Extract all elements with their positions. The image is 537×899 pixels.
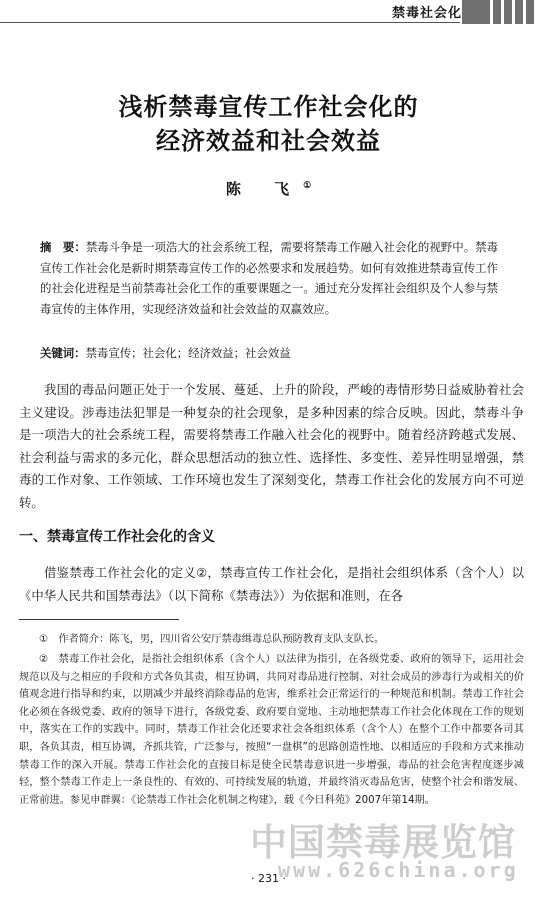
footnote-1: ① 作者简介：陈飞，男，四川省公安厅禁毒缉毒总队预防教育支队支队长。 (39, 634, 385, 645)
header-rule (0, 22, 460, 23)
section-heading: 一、禁毒宣传工作社会化的含义 (19, 529, 215, 545)
keywords-label: 关键词： (40, 346, 86, 360)
watermark-url: www.626china.org (278, 858, 519, 882)
article-author (0, 178, 537, 199)
footnote-rule (19, 619, 179, 620)
header-block (462, 0, 490, 24)
abstract (40, 237, 498, 319)
keywords (40, 345, 498, 361)
abstract-text: 禁毒斗争是一项浩大的社会系统工程，需要将禁毒工作融入社会化的视野中。禁毒宣传工作社会化是新时期禁毒宣传工作的必然要求和发展趋势。如何有效推进禁毒宣传工作的社会化进程是当前禁毒社会化工作的重要课题之一。通过充分发挥社会组织及个人参与禁毒宣传的主体作用，实现经济效益和社会效益的双赢效应。 (40, 240, 498, 316)
author-footnote-mark: ① (303, 181, 312, 191)
header-block (493, 0, 501, 24)
abstract-label: 摘 要： (40, 240, 86, 254)
page-number: · 231 · (251, 872, 286, 885)
author-name: 陈 飞 (225, 180, 304, 198)
header-block (504, 0, 512, 24)
keywords-text: 禁毒宣传；社会化；经济效益；社会效益 (85, 346, 291, 360)
header-block (515, 0, 523, 24)
article-title-line1: 浅析禁毒宣传工作社会化的 (118, 92, 419, 121)
header-decoration-blocks (462, 0, 537, 24)
body-paragraph-1: 我国的毒品问题正处于一个发展、蔓延、上升的阶段，严峻的毒情形势日益威胁着社会主义建设。涉毒违法犯罪是一种复杂的社会现象，是多种因素的综合反映。因此，禁毒斗争是一项浩大的社会系统工程，需要将禁毒工作融入社会化的视野中。随着经济跨越式发展、社会利益与需求的多元化，群众思想活动的独立性、选择性、多变性、差异性明显增强，禁毒的工作对象、工作领域、工作环境也发生了深刻变化，禁毒工作社会化的发展方向不可逆转。 (19, 382, 524, 510)
footnote-2: ② 禁毒工作社会化，是指社会组织体系（含个人）以法律为指引，在各级党委、政府的领导下，运用社会规范以及与之相应的手段和方式各负其责，相互协调，共同对毒品进行控制、对社会成员的涉毒行为或相关的价值观念进行指导和约束，以期减少并最终消除毒品的危害，维系社会正常运行的一种规范和机制。禁毒工作社会化必须在各级党委、政府的领导下进行，各级党委、政府要自觉地、主动地把禁毒工作社会化体现在工作的规划中，落实在工作的实践中。同时，禁毒工作社会化还要求社会各组织体系（含个人）在整个工作中都要各司其职，各负其责，相互协调，齐抓共管，广泛参与，按照“一盘棋”的思路创造性地、以相适应的手段和方式来推动禁毒工作的深入开展。禁毒工作社会化的直接目标是使全民禁毒意识进一步增强，毒品的社会危害程度逐步减轻，整个禁毒工作走上一条良性的、有效的、可持续发展的轨道，并最终消灭毒品危害，使整个社会和谐发展、正常前进。参见申群翼：《论禁毒工作社会化机制之构建》，载《今日科苑》2007年第14期。 (19, 654, 524, 806)
watermark-title: 中国禁毒展览馆 (250, 821, 516, 864)
header-block (526, 0, 534, 24)
article-title-line2: 经济效益和社会效益 (156, 126, 381, 155)
running-header-title: 禁毒社会化 (392, 6, 463, 21)
body-paragraph-2: 借鉴禁毒工作社会化的定义②，禁毒宣传工作社会化，是指社会组织体系（含个人）以《中华人民共和国禁毒法》（以下简称《禁毒法》）为依据和准则，在各 (19, 565, 524, 603)
